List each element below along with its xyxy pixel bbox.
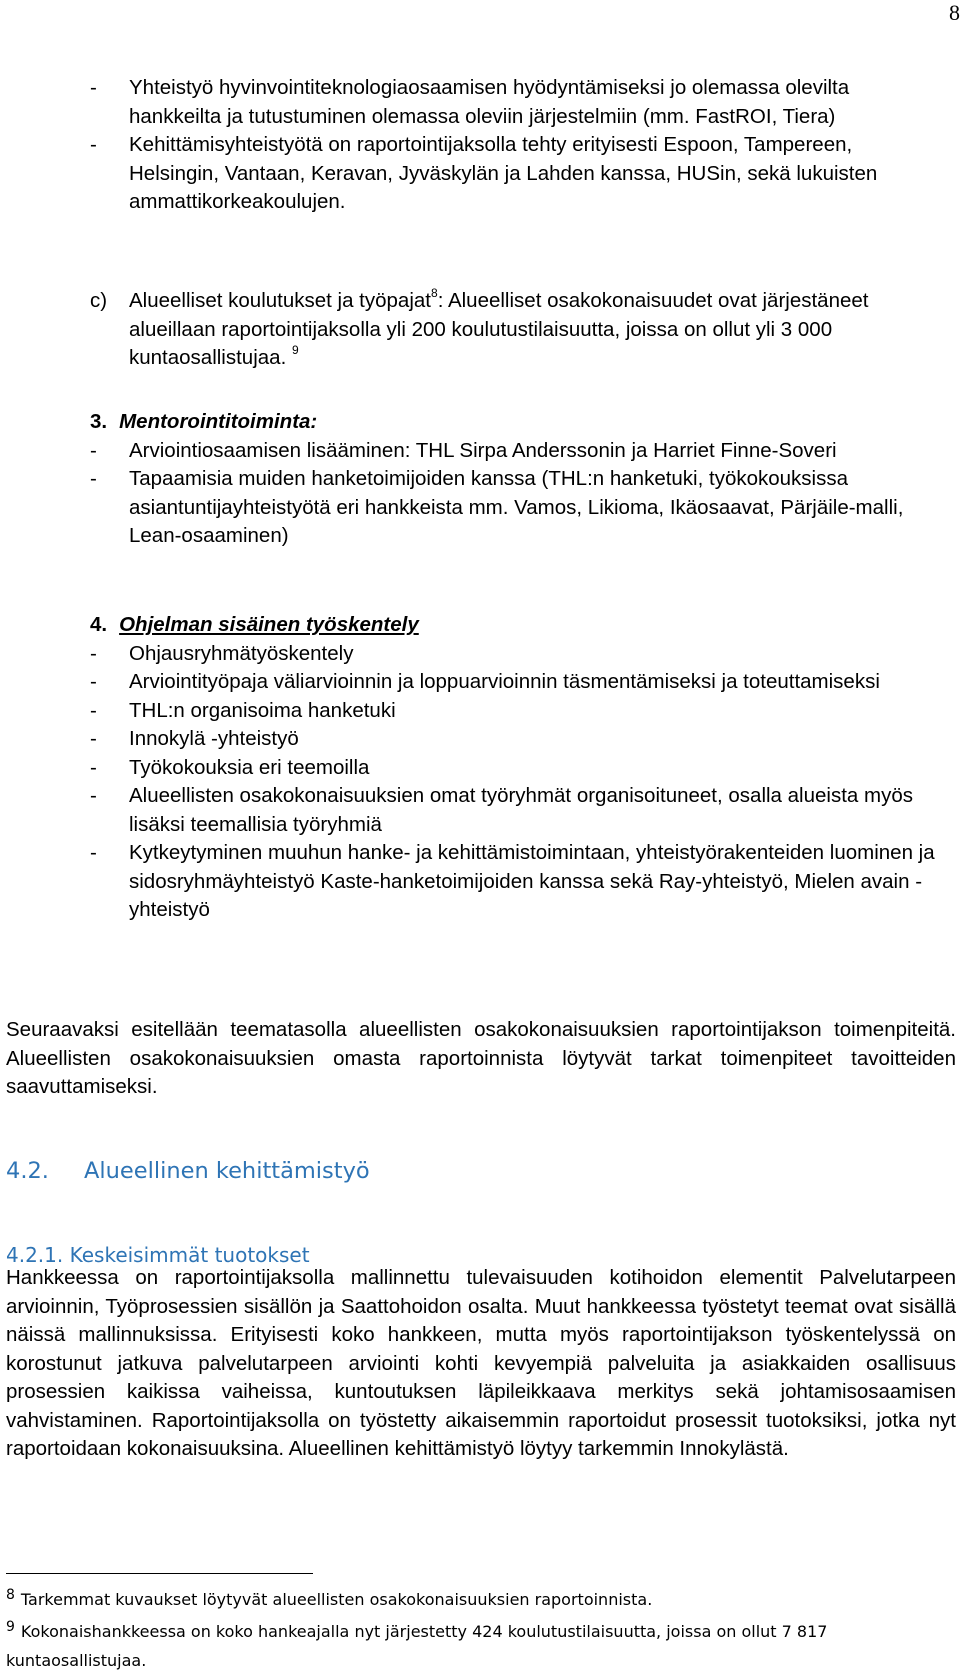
item-c-label: c) — [90, 289, 108, 312]
section-3-number: 3. — [90, 410, 108, 433]
list-item — [90, 782, 952, 839]
list-item — [90, 725, 952, 754]
heading-4-2-number: 4.2. — [6, 1158, 49, 1184]
section-4 — [90, 611, 952, 925]
list-item — [90, 640, 952, 669]
list-item — [90, 465, 940, 551]
intro-list — [90, 74, 928, 217]
list-item — [90, 437, 940, 466]
heading-4-2 — [6, 1158, 370, 1184]
body-paragraph-4-2-1: Hankkeessa on raportointijaksolla mallinnettu tulevaisuuden kotihoidon elementit Palvelutarpeen arvioinnin, Työprosessien sisällön ja Saattohoidon osalta. Muut hankkeessa työstetyt teemat ovat sisällä näissä mallinnuksissa. Erityisesti koko hankkeen, mutta myös raportointijakson työskentelyssä on korostunut jatkuva palvelutarpeen arviointi kohti kevyempiä palveluita ja asiakkaiden osallisuus prosessien kaikissa vaiheissa, kuntoutuksen läpileikkaava merkitys sekä johtamisosaamisen vahvistaminen. Raportointijaksolla on työstetty aikaisemmin raportoidut prosessit tuotoksiksi, jotka nyt raportoidaan kokonaisuuksina. Alueellinen kehittämistyö löytyy tarkemmin Innokylästä. — [6, 1266, 956, 1460]
footnote-separator — [6, 1573, 313, 1574]
item-c-text-start: Alueelliset koulutukset ja työpajat — [129, 289, 431, 312]
item-c-paragraph — [90, 287, 952, 373]
item-c-text-end: : Alueelliset osakokonaisuudet ovat järjestäneet alueillaan raportointijaksolla yli 200 koulutustilaisuutta, joissa on ollut yli 3 000 kuntaosallistujaa. — [129, 289, 869, 369]
list-dash: - — [90, 467, 97, 490]
list-item-text: Tapaamisia muiden hanketoimijoiden kanssa (THL:n hanketuki, työkokouksissa asiantuntijayhteistyötä eri hankkeista mm. Vamos, Likioma, Ikäosaavat, Pärjäile-malli, Lean-osaaminen) — [129, 467, 904, 547]
list-dash: - — [90, 670, 97, 693]
list-item-text: Kytkeytyminen muuhun hanke- ja kehittämistoimintaan, yhteistyörakenteiden luominen ja sidosryhmäyhteistyö Kaste-hanketoimijoiden kanssa sekä Ray-yhteistyö, Mielen avain -yhteistyö — [129, 841, 935, 921]
section-4-title: Ohjelman sisäinen työskentely — [119, 613, 419, 636]
item-c-text — [129, 287, 952, 373]
section-3 — [90, 408, 940, 551]
section-3-title: Mentorointitoiminta: — [119, 410, 318, 433]
footnote-8 — [6, 1586, 956, 1615]
list-item — [90, 754, 952, 783]
list-item — [90, 697, 952, 726]
list-item-text: Arviointityöpaja väliarvioinnin ja loppuarvioinnin täsmentämiseksi ja toteuttamiseksi — [129, 670, 880, 693]
list-item — [90, 839, 952, 925]
list-dash: - — [90, 727, 97, 750]
list-item-text: Kehittämisyhteistyötä on raportointijaksolla tehty erityisesti Espoon, Tampereen, Helsingin, Vantaan, Keravan, Jyväskylän ja Lahden kanssa, HUSin, sekä lukuisten ammattikorkeakoulujen. — [129, 133, 878, 213]
summary-paragraph: Seuraavaksi esitellään teematasolla alueellisten osakokonaisuuksien raportointijakson toimenpiteitä. Alueellisten osakokonaisuuksien omasta raportoinnista löytyvät tarkat toimenpiteet tavoitteiden saavuttamiseksi. — [6, 1018, 956, 1098]
list-dash: - — [90, 698, 97, 722]
footnote-9-text: Kokonaishankkeessa on koko hankeajalla nyt järjestetty 424 koulutustilaisuutta, joissa on ollut 7 817 kuntaosallistujaa. — [6, 1622, 828, 1670]
footnote-8-number: 8 — [6, 1587, 15, 1603]
heading-4-2-1-title: Keskeisimmät tuotokset — [69, 1243, 310, 1267]
list-item — [90, 668, 952, 697]
section-3-heading — [90, 408, 940, 437]
heading-4-2-1-number: 4.2.1. — [6, 1243, 64, 1267]
list-dash: - — [90, 755, 97, 779]
footnote-9-number: 9 — [6, 1619, 15, 1635]
list-item-text: Yhteistyö hyvinvointiteknologiaosaamisen hyödyntämiseksi jo olemassa olevilta hankkeilta ja tutustuminen olemassa oleviin järjestelmiin (mm. FastROI, Tiera) — [129, 76, 850, 128]
page-number: 8 — [949, 0, 960, 25]
footnote-ref-9[interactable]: 9 — [291, 343, 299, 358]
list-dash: - — [90, 841, 97, 864]
heading-4-2-title: Alueellinen kehittämistyö — [84, 1158, 370, 1184]
list-item — [90, 131, 928, 217]
list-item-text: Alueellisten osakokonaisuuksien omat työryhmät organisoituneet, osalla alueista myös lisäksi teemallisia työryhmiä — [129, 784, 913, 836]
list-dash: - — [90, 784, 97, 807]
section-4-number: 4. — [90, 613, 108, 636]
section-4-heading — [90, 611, 952, 640]
list-dash: - — [90, 133, 97, 156]
list-dash: - — [90, 438, 97, 462]
list-dash: - — [90, 76, 97, 99]
list-item-text: Ohjausryhmätyöskentely — [129, 641, 354, 665]
list-item-text: THL:n organisoima hanketuki — [129, 698, 396, 722]
list-item-text: Työkokouksia eri teemoilla — [129, 755, 370, 779]
list-item-text: Innokylä -yhteistyö — [129, 727, 299, 750]
list-dash: - — [90, 641, 97, 665]
footnote-ref-8[interactable]: 8 — [431, 286, 438, 301]
list-item-text: Arviointiosaamisen lisääminen: THL Sirpa Anderssonin ja Harriet Finne-Soveri — [129, 438, 837, 462]
footnote-9 — [6, 1618, 956, 1674]
footnote-8-text: Tarkemmat kuvaukset löytyvät alueellisten osakokonaisuuksien raportoinnista. — [20, 1590, 653, 1609]
list-item — [90, 74, 928, 131]
